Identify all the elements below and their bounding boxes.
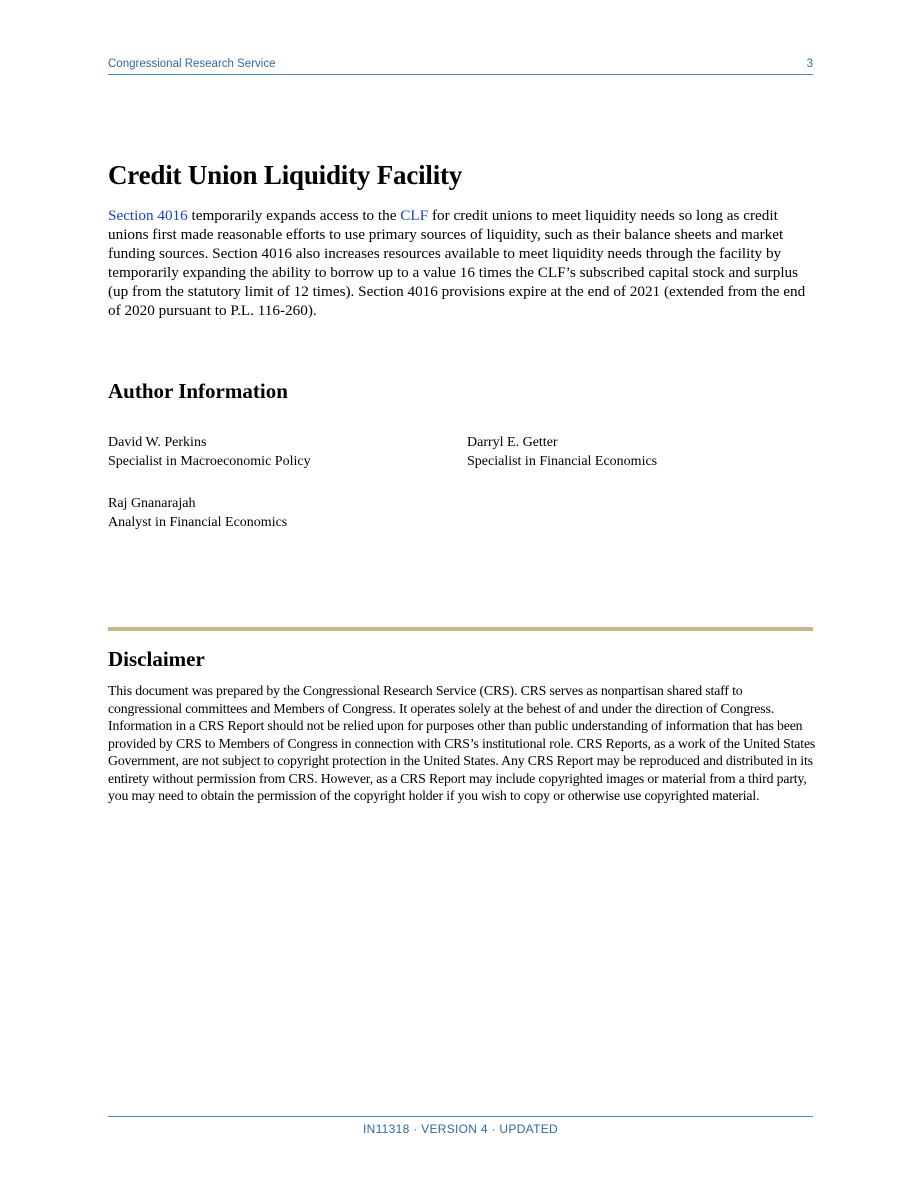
- footer-report-id: IN11318 · VERSION 4 · UPDATED: [363, 1122, 558, 1136]
- author-info-title: Author Information: [108, 379, 288, 403]
- header-publisher: Congressional Research Service: [108, 58, 276, 70]
- header-page-number: 3: [806, 58, 813, 70]
- disclaimer-title: Disclaimer: [108, 647, 205, 671]
- disclaimer-text: This document was prepared by the Congressional Research Service (CRS). CRS serves as nonpartisan shared staff to congressional committees and Members of Congress. It operates solely at the behest of and under the direction of Congress. Information in a CRS Report should not be relied upon for purposes other than public understanding of information that has been provided by CRS to Members of Congress in connection with CRS’s institutional role. CRS Reports, as a work of the United States Government, are not subject to copyright protection in the United States. Any CRS Report may be reproduced and distributed in its entirety without permission from CRS. However, as a CRS Report may include copyrighted images or material from a third party, you may need to obtain the permission of the copyright holder if you wish to copy or otherwise use copyrighted material.: [108, 683, 816, 803]
- section-text-1: temporarily expands access to the: [187, 207, 401, 224]
- footer-divider: [108, 1116, 813, 1117]
- section-4016-link[interactable]: Section 4016: [108, 207, 188, 224]
- author-name: Raj Gnanarajah: [108, 496, 196, 511]
- section-text-2: for credit unions to meet liquidity needs so long as credit unions first made reasonable efforts to use primary sources of liquidity, such as their balance sheets and market funding sources. Section 4016 also increases resources available to meet liquidity needs through the facility by temporarily expanding the ability to borrow up to a value 16 times the CLF’s subscribed capital stock and surplus (up from the statutory limit of 12 times). Section 4016 provisions expire at the end of 2021 (extended from the end of 2020 pursuant to P.L. 116-260).: [108, 207, 806, 319]
- author-role: Analyst in Financial Economics: [108, 515, 288, 530]
- author-block: [467, 433, 657, 471]
- page-header: [108, 56, 813, 75]
- author-role: Specialist in Financial Economics: [467, 454, 658, 469]
- author-name: Darryl E. Getter: [467, 435, 558, 450]
- author-block: [108, 494, 287, 532]
- clf-link[interactable]: CLF: [400, 207, 429, 224]
- author-block: [108, 433, 311, 471]
- section-paragraph: [108, 206, 814, 320]
- section-title: Credit Union Liquidity Facility: [108, 160, 463, 190]
- section-divider: [108, 627, 813, 631]
- author-name: David W. Perkins: [108, 435, 207, 450]
- author-role: Specialist in Macroeconomic Policy: [108, 454, 311, 469]
